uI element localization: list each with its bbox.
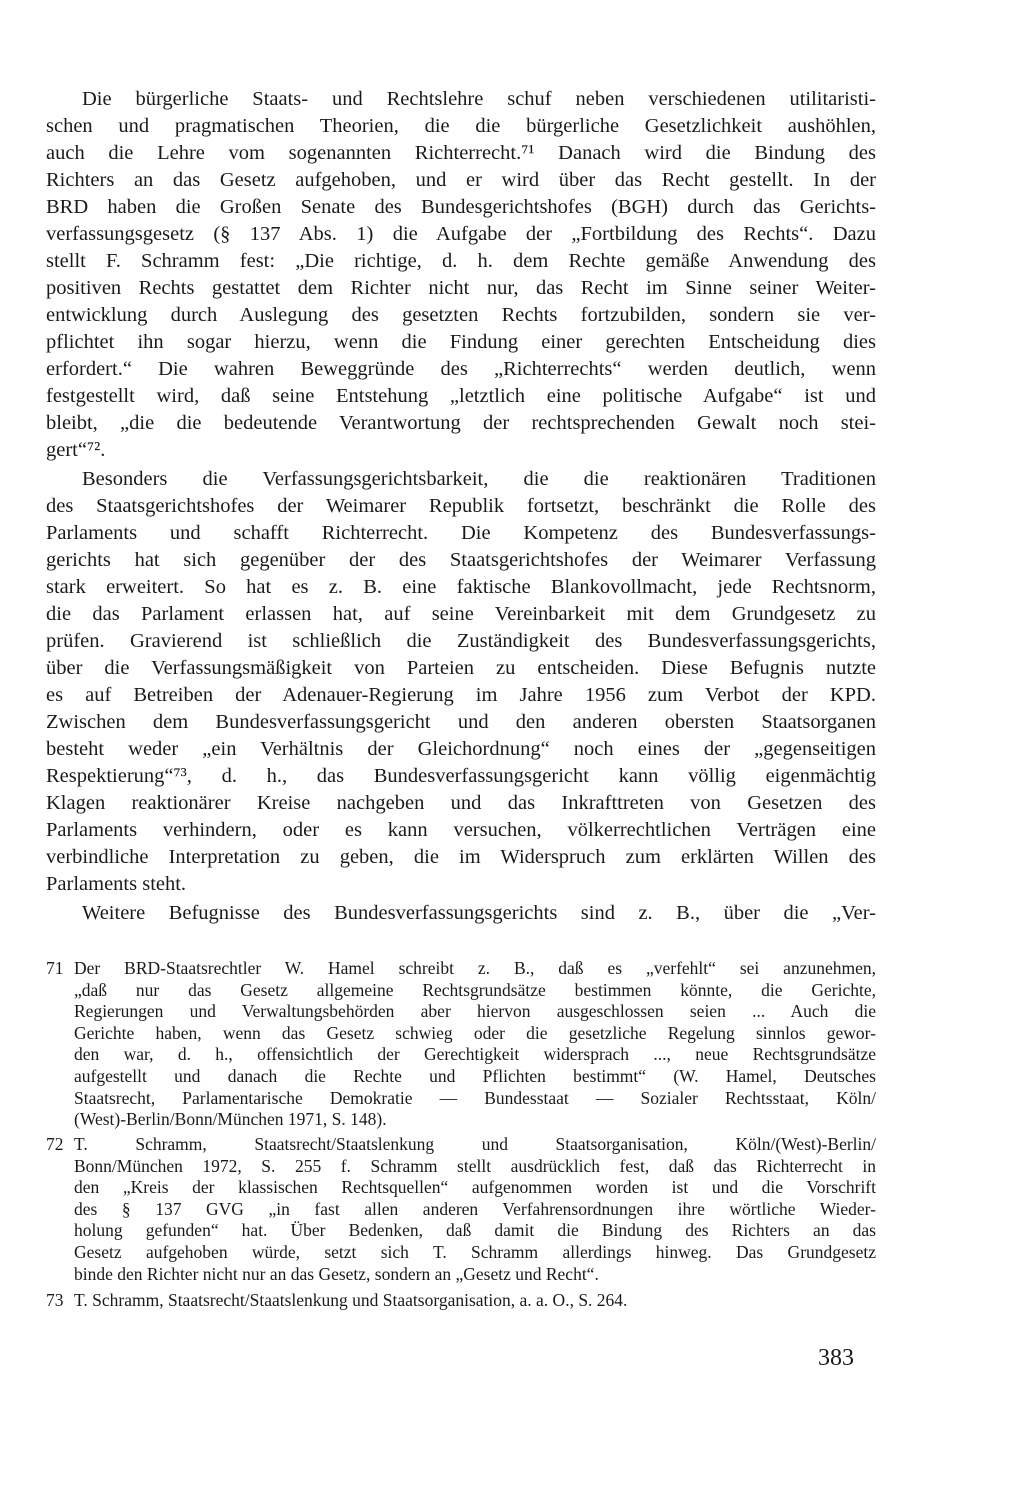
body-line: verbindliche Interpretation zu geben, die im Widerspruch zum erklärten Willen des [46,846,876,868]
footnote-number: 73 [46,1290,64,1310]
body-line: Die bürgerliche Staats- und Rechtslehre schuf neben verschiedenen utilitaristi- [82,88,876,110]
footnote-line: Staatsrecht, Parlamentarische Demokratie — Bundesstaat — Sozialer Rechtsstaat, Köln/ [74,1088,876,1108]
footnote-line: binde den Richter nicht nur an das Gesetz, sondern an „Gesetz und Recht“. [74,1264,599,1284]
body-line: auch die Lehre vom sogenannten Richterrecht.⁷¹ Danach wird die Bindung des [46,142,876,164]
footnote-line: Gerichte haben, wenn das Gesetz schwieg oder die gesetzliche Regelung sinnlos gewor- [74,1023,876,1043]
footnote-line: T. Schramm, Staatsrecht/Staatslenkung und Staatsorganisation, Köln/(West)-Berlin/ [74,1134,876,1154]
footnote-line: den „Kreis der klassischen Rechtsquellen“ aufgenommen worden ist und die Vorschrift [74,1177,876,1197]
body-line: Parlaments verhindern, oder es kann versuchen, völkerrechtlichen Verträgen eine [46,819,876,841]
body-line: erfordert.“ Die wahren Beweggründe des „Richterrechts“ werden deutlich, wenn [46,358,876,380]
body-line: stellt F. Schramm fest: „Die richtige, d. h. dem Rechte gemäße Anwendung des [46,250,876,272]
footnote-line: Gesetz aufgehoben würde, setzt sich T. Schramm allerdings hinweg. Das Grundgesetz [74,1242,876,1262]
footnote-line: Der BRD-Staatsrechtler W. Hamel schreibt z. B., daß es „verfehlt“ sei anzunehmen, [74,958,876,978]
body-line: prüfen. Gravierend ist schließlich die Zuständigkeit des Bundesverfassungsgerichts, [46,630,876,652]
body-line: entwicklung durch Auslegung des gesetzten Rechts fortzubilden, sondern sie ver- [46,304,876,326]
footnote-number: 72 [46,1134,64,1154]
body-line: Weitere Befugnisse des Bundesverfassungsgerichts sind z. B., über die „Ver- [82,902,876,924]
page-number: 383 [818,1345,854,1371]
footnote-line: „daß nur das Gesetz allgemeine Rechtsgrundsätze bestimmen könnte, die Gerichte, [74,980,876,1000]
footnote-line: T. Schramm, Staatsrecht/Staatslenkung und Staatsorganisation, a. a. O., S. 264. [74,1290,628,1310]
body-line: positiven Rechts gestattet dem Richter nicht nur, das Recht im Sinne seiner Weiter- [46,277,876,299]
footnote-line: holung gefunden“ hat. Über Bedenken, daß damit die Bindung des Richters an das [74,1220,876,1240]
footnote-line: aufgestellt und danach die Rechte und Pflichten bestimmt“ (W. Hamel, Deutsches [74,1066,876,1086]
body-line: Richters an das Gesetz aufgehoben, und er wird über das Recht gestellt. In der [46,169,876,191]
body-line: die das Parlament erlassen hat, auf seine Vereinbarkeit mit dem Grundgesetz zu [46,603,876,625]
body-line: festgestellt wird, daß seine Entstehung „letztlich eine politische Aufgabe“ ist und [46,385,876,407]
footnote-line: (West)-Berlin/Bonn/München 1971, S. 148). [74,1109,387,1129]
body-line: bleibt, „die die bedeutende Verantwortung der rechtsprechenden Gewalt noch stei- [46,412,876,434]
body-line: Besonders die Verfassungsgerichtsbarkeit, die die reaktionären Traditionen [82,468,876,490]
body-line: besteht weder „ein Verhältnis der Gleichordnung“ noch eines der „gegenseitigen [46,738,876,760]
body-line: gert“⁷². [46,439,106,461]
body-line: schen und pragmatischen Theorien, die die bürgerliche Gesetzlichkeit aushöhlen, [46,115,876,137]
body-line: BRD haben die Großen Senate des Bundesgerichtshofes (BGH) durch das Gerichts- [46,196,876,218]
body-line: Parlaments und schafft Richterrecht. Die Kompetenz des Bundesverfassungs- [46,522,876,544]
body-line: über die Verfassungsmäßigkeit von Parteien zu entscheiden. Diese Befugnis nutzte [46,657,876,679]
footnote-line: Regierungen und Verwaltungsbehörden aber hiervon ausgeschlossen seien ... Auch die [74,1001,876,1021]
footnote-number: 71 [46,958,64,978]
body-line: Parlaments steht. [46,873,187,895]
body-line: des Staatsgerichtshofes der Weimarer Republik fortsetzt, beschränkt die Rolle des [46,495,876,517]
body-line: Klagen reaktionärer Kreise nachgeben und das Inkrafttreten von Gesetzen des [46,792,876,814]
footnote-line: den war, d. h., offensichtlich der Gerechtigkeit widersprach ..., neue Rechtsgrundsätze [74,1044,876,1064]
body-line: es auf Betreiben der Adenauer-Regierung im Jahre 1956 zum Verbot der KPD. [46,684,876,706]
body-line: gerichts hat sich gegenüber der des Staatsgerichtshofes der Weimarer Verfassung [46,549,876,571]
body-line: verfassungsgesetz (§ 137 Abs. 1) die Aufgabe der „Fortbildung des Rechts“. Dazu [46,223,876,245]
body-line: stark erweitert. So hat es z. B. eine faktische Blankovollmacht, jede Rechtsnorm, [46,576,876,598]
footnote-line: Bonn/München 1972, S. 255 f. Schramm stellt ausdrücklich fest, daß das Richterrecht in [74,1156,876,1176]
body-line: Respektierung“⁷³, d. h., das Bundesverfassungsgericht kann völlig eigenmächtig [46,765,876,787]
footnote-line: des § 137 GVG „in fast allen anderen Verfahrensordnungen ihre wörtliche Wieder- [74,1199,876,1219]
body-line: Zwischen dem Bundesverfassungsgericht und den anderen obersten Staatsorganen [46,711,876,733]
body-line: pflichtet ihn sogar hierzu, wenn die Findung einer gerechten Entscheidung dies [46,331,876,353]
